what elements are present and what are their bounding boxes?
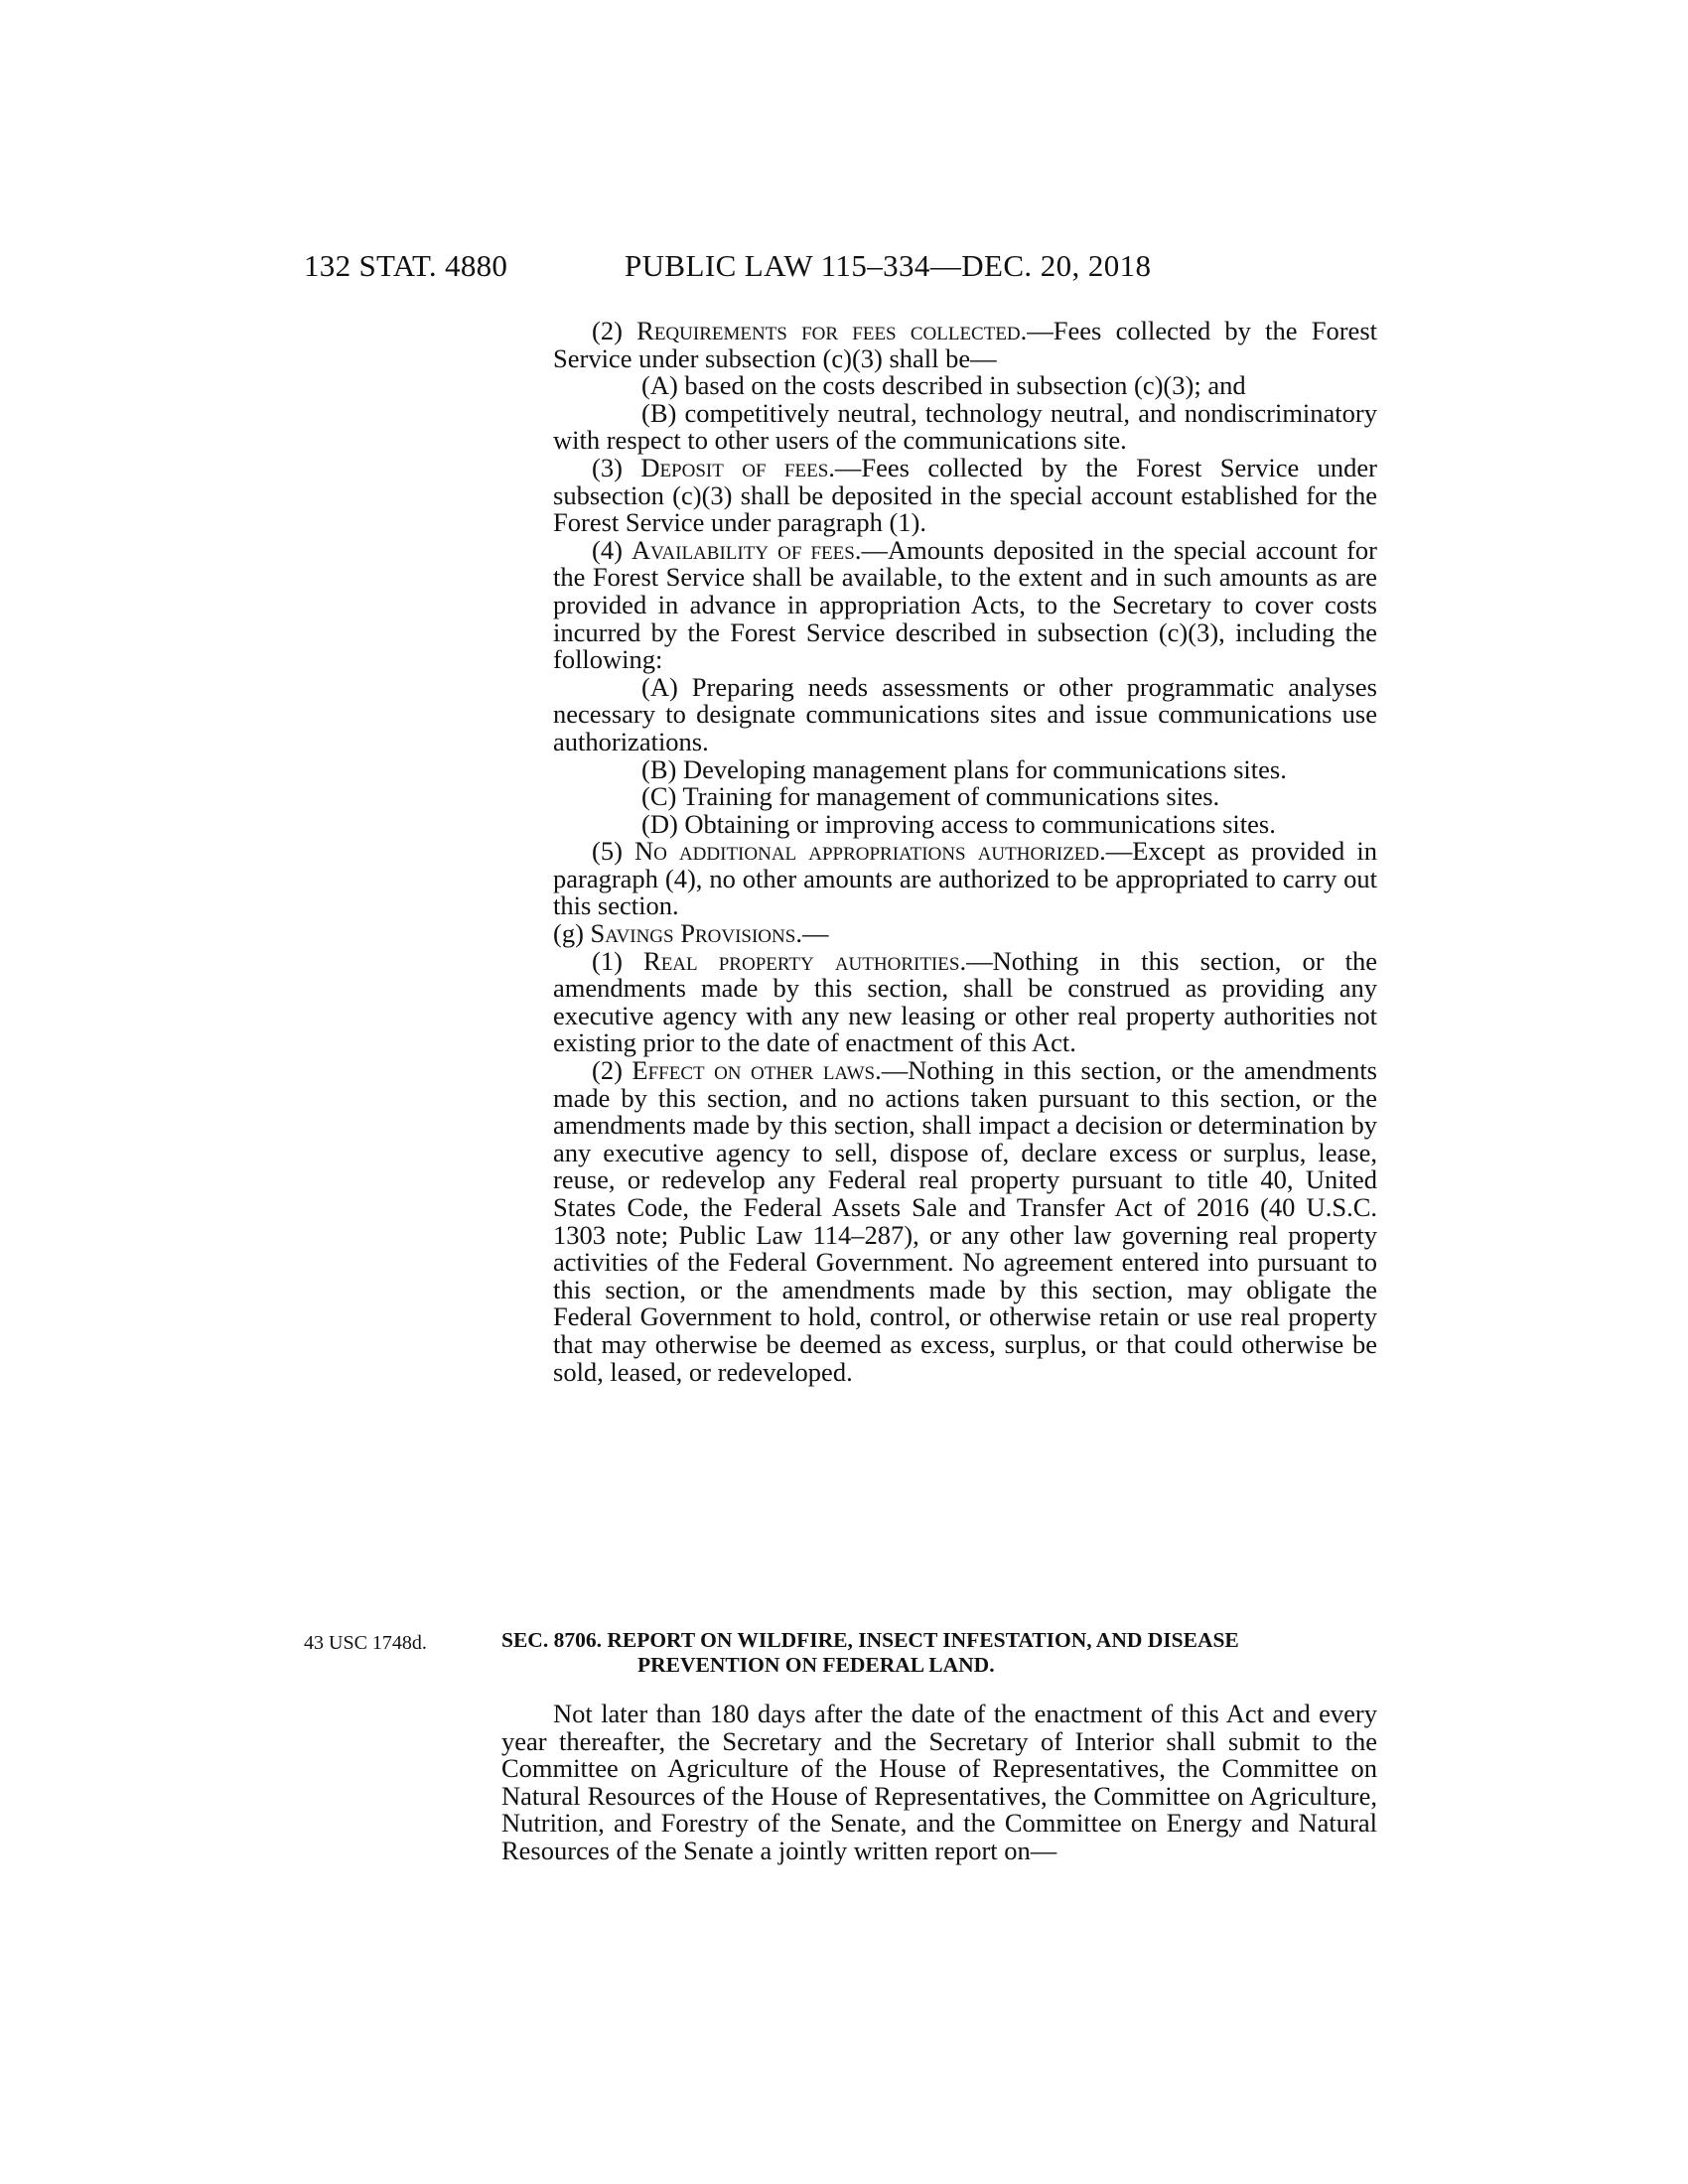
subsection-heading: Savings Provisions bbox=[590, 918, 796, 949]
section-paragraph: Not later than 180 days after the date of the enactment of this Act and every year thereafter, the Secretary and the Secretary of Interior shall submit to the Committee on Agriculture of the House of Representatives, the Committee on Natural Resources of the House of Representatives, the Committee on Agriculture, Nutrition, and Forestry of the Senate, and the Committee on Energy and Natural Resources of the Senate a jointly written report on— bbox=[501, 1699, 1377, 1865]
subsection-text: .— bbox=[795, 918, 829, 949]
paragraph-f5 bbox=[553, 838, 1377, 920]
paragraph-text: .—Except as provided in paragraph (4), no other amounts are authorized to be appropriated to carry out this section. bbox=[553, 836, 1377, 921]
paragraph-text: .—Nothing in this section, or the amendments made by this section, and no actions taken pursuant to this section, or the amendments made by this section, shall impact a decision or determination by any executive agency to sell, dispose of, declare excess or surplus, lease, reuse, or redevelop any Federal real property pursuant to title 40, United States Code, the Federal Assets Sale and Transfer Act of 2016 (40 U.S.C. 1303 note; Public Law 114–287), or any other law governing real property activities of the Federal Government. No agreement entered into pursuant to this section, or the amendments made by this section, may obligate the Federal Government to hold, control, or otherwise retain or use real property that may otherwise be deemed as excess, surplus, or that could otherwise be sold, leased, or redeveloped. bbox=[553, 1055, 1377, 1387]
paragraph-heading: Deposit of fees bbox=[640, 452, 829, 482]
paragraph-number: (4) bbox=[592, 534, 623, 565]
section-heading bbox=[501, 1628, 1377, 1678]
margin-usc-citation: 43 USC 1748d. bbox=[304, 1632, 427, 1654]
section-body bbox=[501, 1701, 1377, 1865]
paragraph-number: (2) bbox=[592, 316, 623, 345]
paragraph-text: .—Amounts deposited in the special account for the Forest Service shall be available, to the extent and in such amounts as are provided in advance in appropriation Acts, to the Secretary to cover costs incurred by the Forest Service described in subsection (c)(3), including the following: bbox=[553, 534, 1377, 675]
paragraph-number: (3) bbox=[592, 452, 623, 482]
paragraph-text: .—Fees collected by the Forest Service under subsection (c)(3) shall be— bbox=[553, 316, 1377, 373]
subparagraph-f2A: (A) based on the costs described in subsection (c)(3); and bbox=[641, 370, 1246, 401]
subparagraph-f4B: (B) Developing management plans for communications sites. bbox=[641, 753, 1287, 784]
subparagraph-f4D: (D) Obtaining or improving access to communications sites. bbox=[641, 808, 1276, 839]
paragraph-number: (2) bbox=[592, 1055, 623, 1086]
subsection-g bbox=[553, 920, 1377, 948]
paragraph-text: .—Fees collected by the Forest Service under subsection (c)(3) shall be deposited in the special account established for the Forest Service under paragraph (1). bbox=[553, 452, 1377, 538]
paragraph-heading: No additional appropriations authorized bbox=[634, 836, 1100, 867]
subparagraph-f4A: (A) Preparing needs assessments or other programmatic analyses necessary to designate communications sites and issue communications use authorizations. bbox=[553, 671, 1377, 756]
paragraph-heading: Effect on other laws bbox=[632, 1055, 876, 1086]
section-heading-line-1: SEC. 8706. REPORT ON WILDFIRE, INSECT INFESTATION, AND DISEASE bbox=[501, 1628, 1239, 1652]
paragraph-heading: Availability of fees bbox=[631, 534, 855, 565]
subparagraph-f4C: (C) Training for management of communications sites. bbox=[641, 781, 1220, 812]
paragraph-heading: Requirements for fees collected bbox=[636, 316, 1021, 345]
paragraph-f2 bbox=[553, 318, 1377, 372]
paragraph-number: (1) bbox=[592, 945, 623, 976]
subsection-number: (g) bbox=[553, 918, 584, 949]
paragraph-f3 bbox=[553, 452, 1377, 538]
paragraph-g2 bbox=[553, 1057, 1377, 1386]
paragraph-heading: Real property authorities bbox=[643, 945, 960, 976]
body-text-column bbox=[553, 318, 1377, 1386]
public-law-header: PUBLIC LAW 115–334—DEC. 20, 2018 bbox=[625, 248, 1152, 283]
subparagraph-f2B: (B) competitively neutral, technology neutral, and nondiscriminatory with respect to other users of the communications site. bbox=[553, 397, 1377, 456]
paragraph-f4 bbox=[553, 534, 1377, 675]
paragraph-number: (5) bbox=[592, 836, 623, 867]
section-heading-line-2: PREVENTION ON FEDERAL LAND. bbox=[637, 1653, 995, 1677]
paragraph-g1 bbox=[553, 945, 1377, 1058]
paragraph-text: .—Nothing in this section, or the amendments made by this section, shall be construed as providing any executive agency with any new leasing or other real property authorities not existing prior to the date of enactment of this Act. bbox=[553, 945, 1377, 1058]
statute-page-reference: 132 STAT. 4880 bbox=[304, 248, 508, 283]
